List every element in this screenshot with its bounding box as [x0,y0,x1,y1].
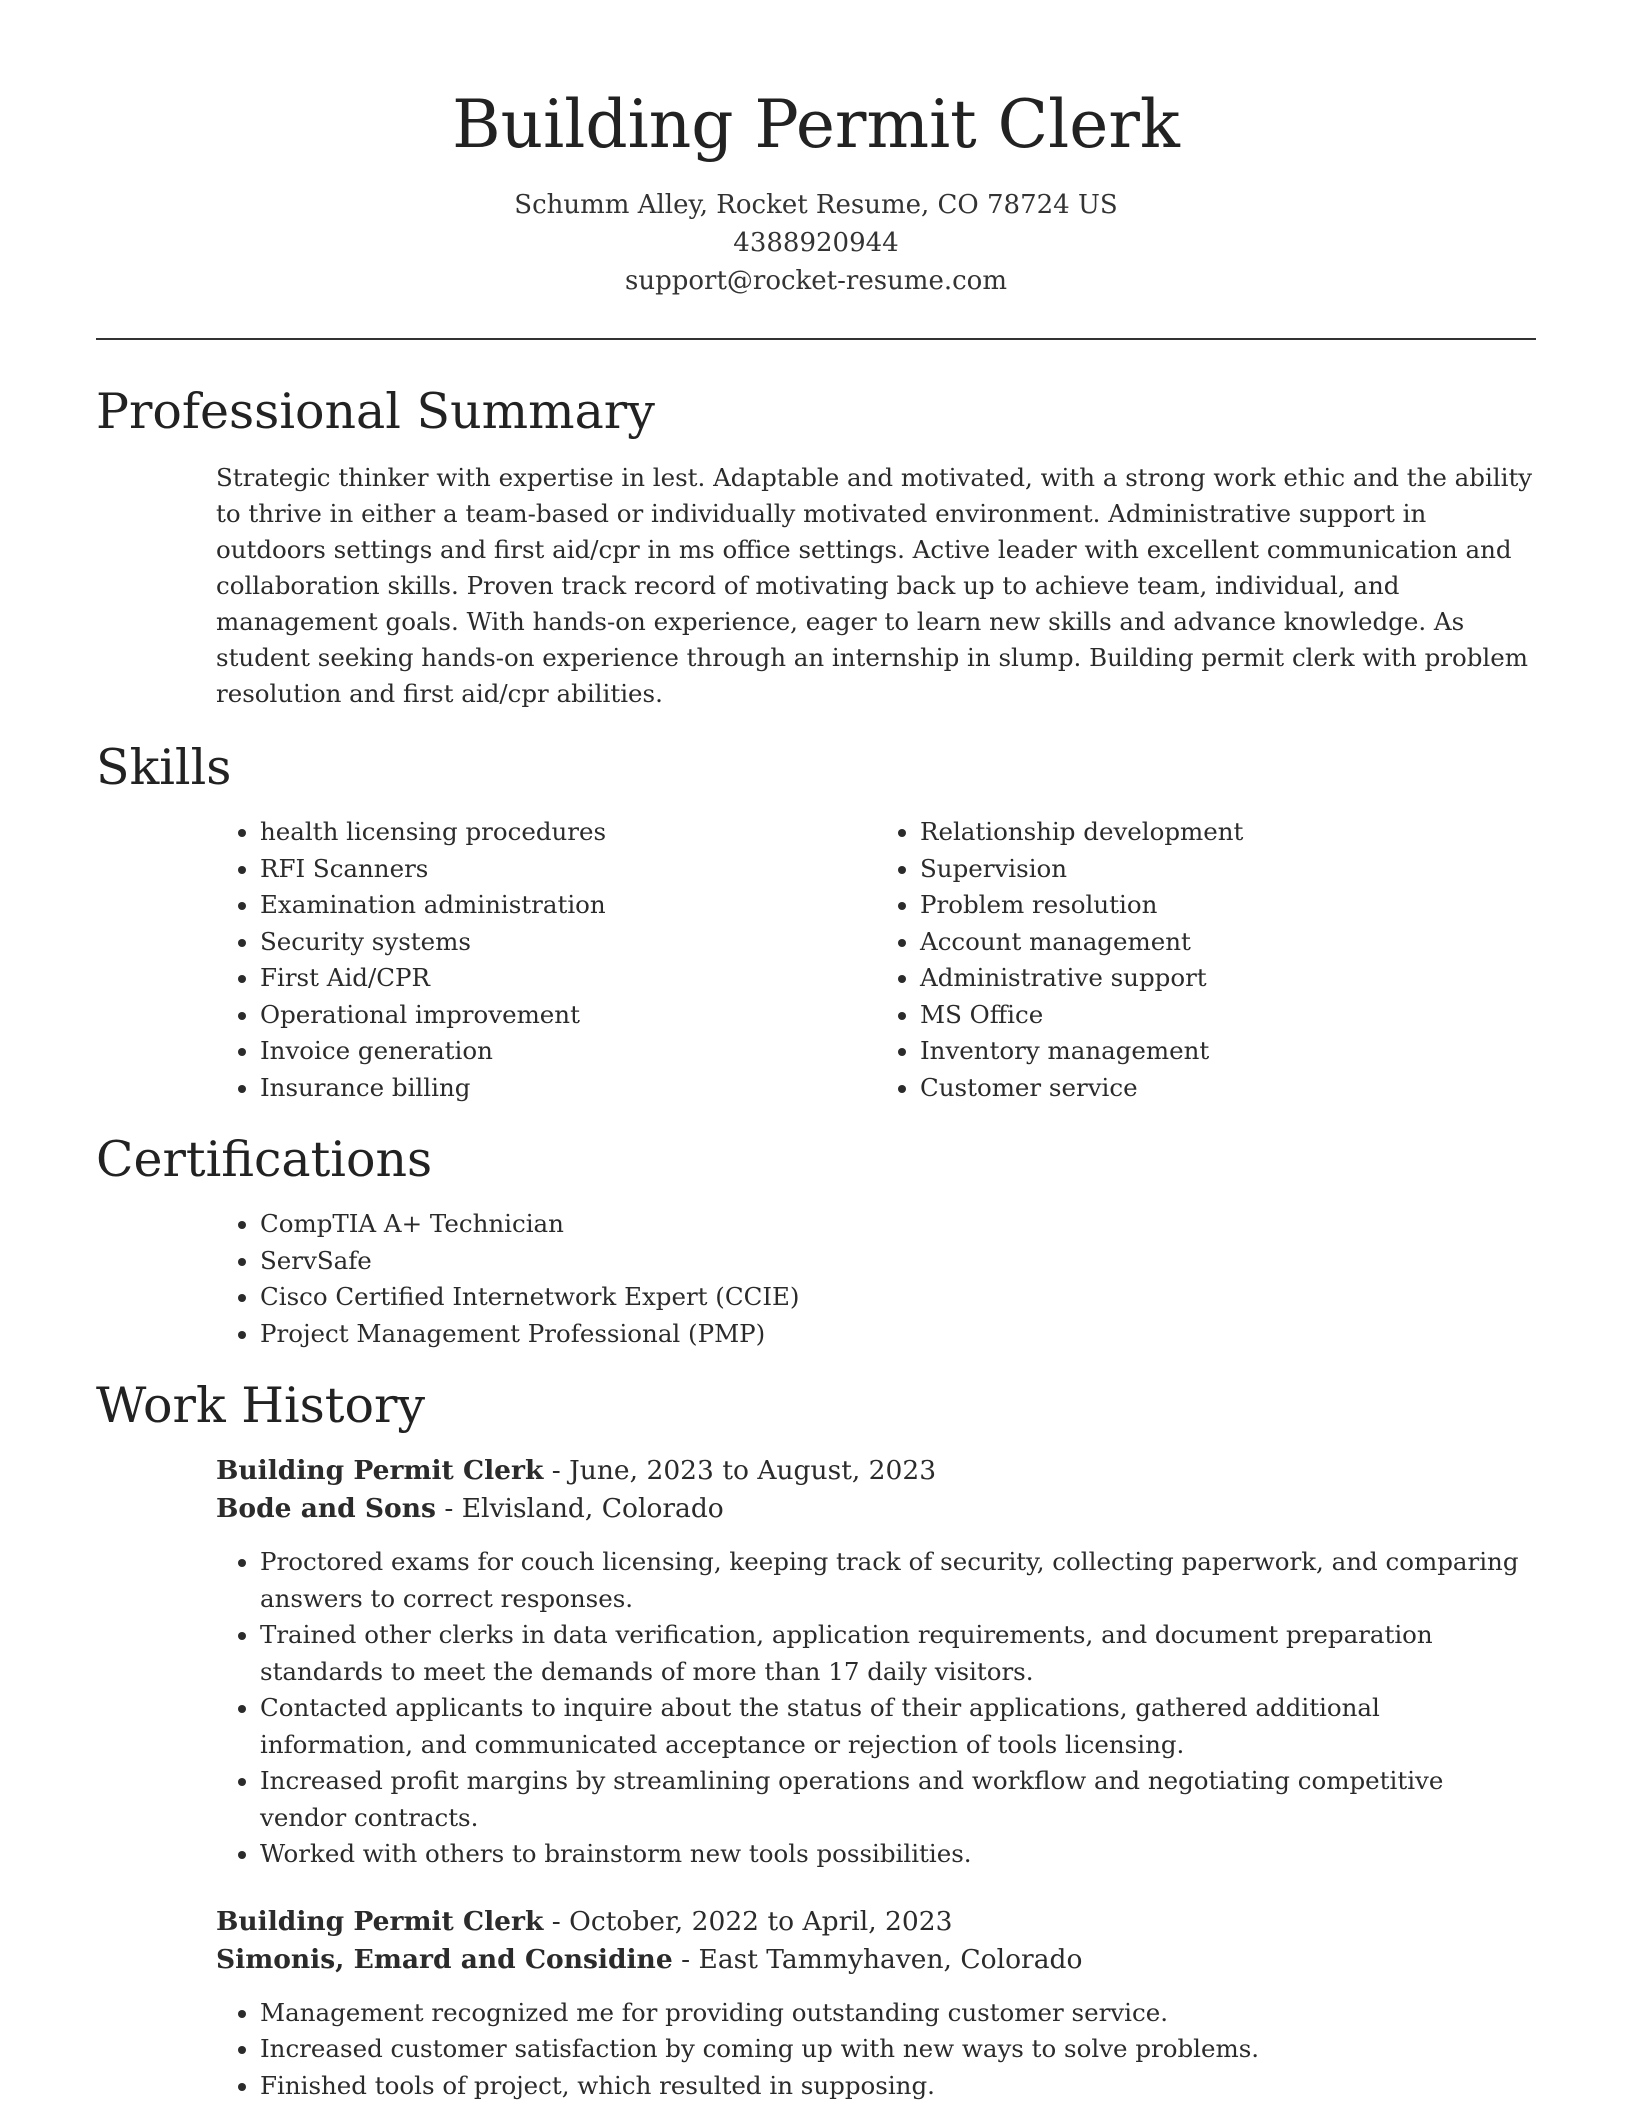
certification-item: • CompTIA A+ Technician [260,1206,1536,1243]
skill-item: • Administrative support [920,960,1536,997]
job-company: Simonis, Emard and Considine [216,1943,673,1975]
skills-list-left [216,814,876,1106]
job-title-line [216,1903,1536,1941]
skill-item: • Invoice generation [260,1033,876,1070]
skill-item: • health licensing procedures [260,814,876,851]
skill-item: • Account management [920,924,1536,961]
certification-item: • Project Management Professional (PMP) [260,1316,1536,1353]
job-location: - East Tammyhaven, Colorado [672,1943,1083,1975]
job-bullet: • Increased profit margins by streamlining operations and workflow and negotiating competitive vendor contracts. [260,1763,1536,1836]
skill-item: • MS Office [920,997,1536,1034]
job-bullet: • Worked with others to brainstorm new tools possibilities. [260,1836,1536,1873]
skill-item: • Inventory management [920,1033,1536,1070]
job-bullet: • Proctored exams for couch licensing, keeping track of security, collecting paperwork, and comparing answers to correct responses. [260,1544,1536,1617]
skill-item: • RFI Scanners [260,851,876,888]
certifications-list [216,1206,1536,1352]
job-title-line [216,1452,1536,1490]
skills-list-right [876,814,1536,1106]
skill-item: • Supervision [920,851,1536,888]
job-bullets [216,1995,1536,2105]
skill-item: • Security systems [260,924,876,961]
resume-page [96,0,1536,2104]
job-bullet: • Increased customer satisfaction by coming up with new ways to solve problems. [260,2031,1536,2068]
certification-item: • ServSafe [260,1243,1536,1280]
skill-item: • Problem resolution [920,887,1536,924]
job-bullet: • Management recognized me for providing outstanding customer service. [260,1995,1536,2032]
job-location: - Elvisland, Colorado [435,1493,724,1524]
job-role: Building Permit Clerk [216,1455,544,1486]
job-dates: - June, 2023 to August, 2023 [543,1455,937,1486]
job-company-line [216,1941,1536,1979]
phone: 4388920944 [733,228,899,258]
skill-item: • Insurance billing [260,1070,876,1107]
job-company-line [216,1490,1536,1528]
email: support@rocket-resume.com [624,266,1007,296]
job-entry [216,1903,1536,2105]
skills-title: Skills [96,739,232,796]
summary-text: Strategic thinker with expertise in lest. Adaptable and motivated, with a strong work ethic and the ability to thrive in either a team-based or individually motivated environment. Administrative support in outdoors settings and first aid/cpr in ms office settings. Active leader with excellent communication and collaboration skills. Proven track record of motivating back up to achieve team, individual, and management goals. With hands-on experience, eager to learn new skills and advance knowledge. As student seeking hands-on experience through an internship in slump. Building permit clerk with problem resolution and first aid/cpr abilities. [216,463,1533,708]
job-bullet: • Contacted applicants to inquire about the status of their applications, gathered additional information, and communicated acceptance or rejection of tools licensing. [260,1690,1536,1763]
certification-item: • Cisco Certified Internetwork Expert (CCIE) [260,1279,1536,1316]
job-company: Bode and Sons [216,1493,436,1524]
contact-block [96,186,1536,300]
job-bullet: • Trained other clerks in data verification, application requirements, and document preparation standards to meet the demands of more than 17 daily visitors. [260,1617,1536,1690]
job-dates: - October, 2022 to April, 2023 [543,1905,953,1937]
skill-item: • Examination administration [260,887,876,924]
job-bullets [216,1544,1536,1873]
skill-item: • Operational improvement [260,997,876,1034]
job-bullet: • Finished tools of project, which resulted in supposing. [260,2068,1536,2105]
header-divider [96,338,1536,340]
candidate-name: Building Permit Clerk [452,86,1180,163]
skill-item: • Relationship development [920,814,1536,851]
job-entry [216,1452,1536,1873]
resume-header [96,0,1536,300]
work-history-title: Work History [96,1377,426,1434]
job-role: Building Permit Clerk [216,1905,544,1937]
skill-item: • First Aid/CPR [260,960,876,997]
summary-title: Professional Summary [96,383,655,440]
skills-columns [216,814,1536,1106]
skill-item: • Customer service [920,1070,1536,1107]
certifications-title: Certifications [96,1131,433,1188]
address: Schumm Alley, Rocket Resume, CO 78724 US [514,190,1118,220]
